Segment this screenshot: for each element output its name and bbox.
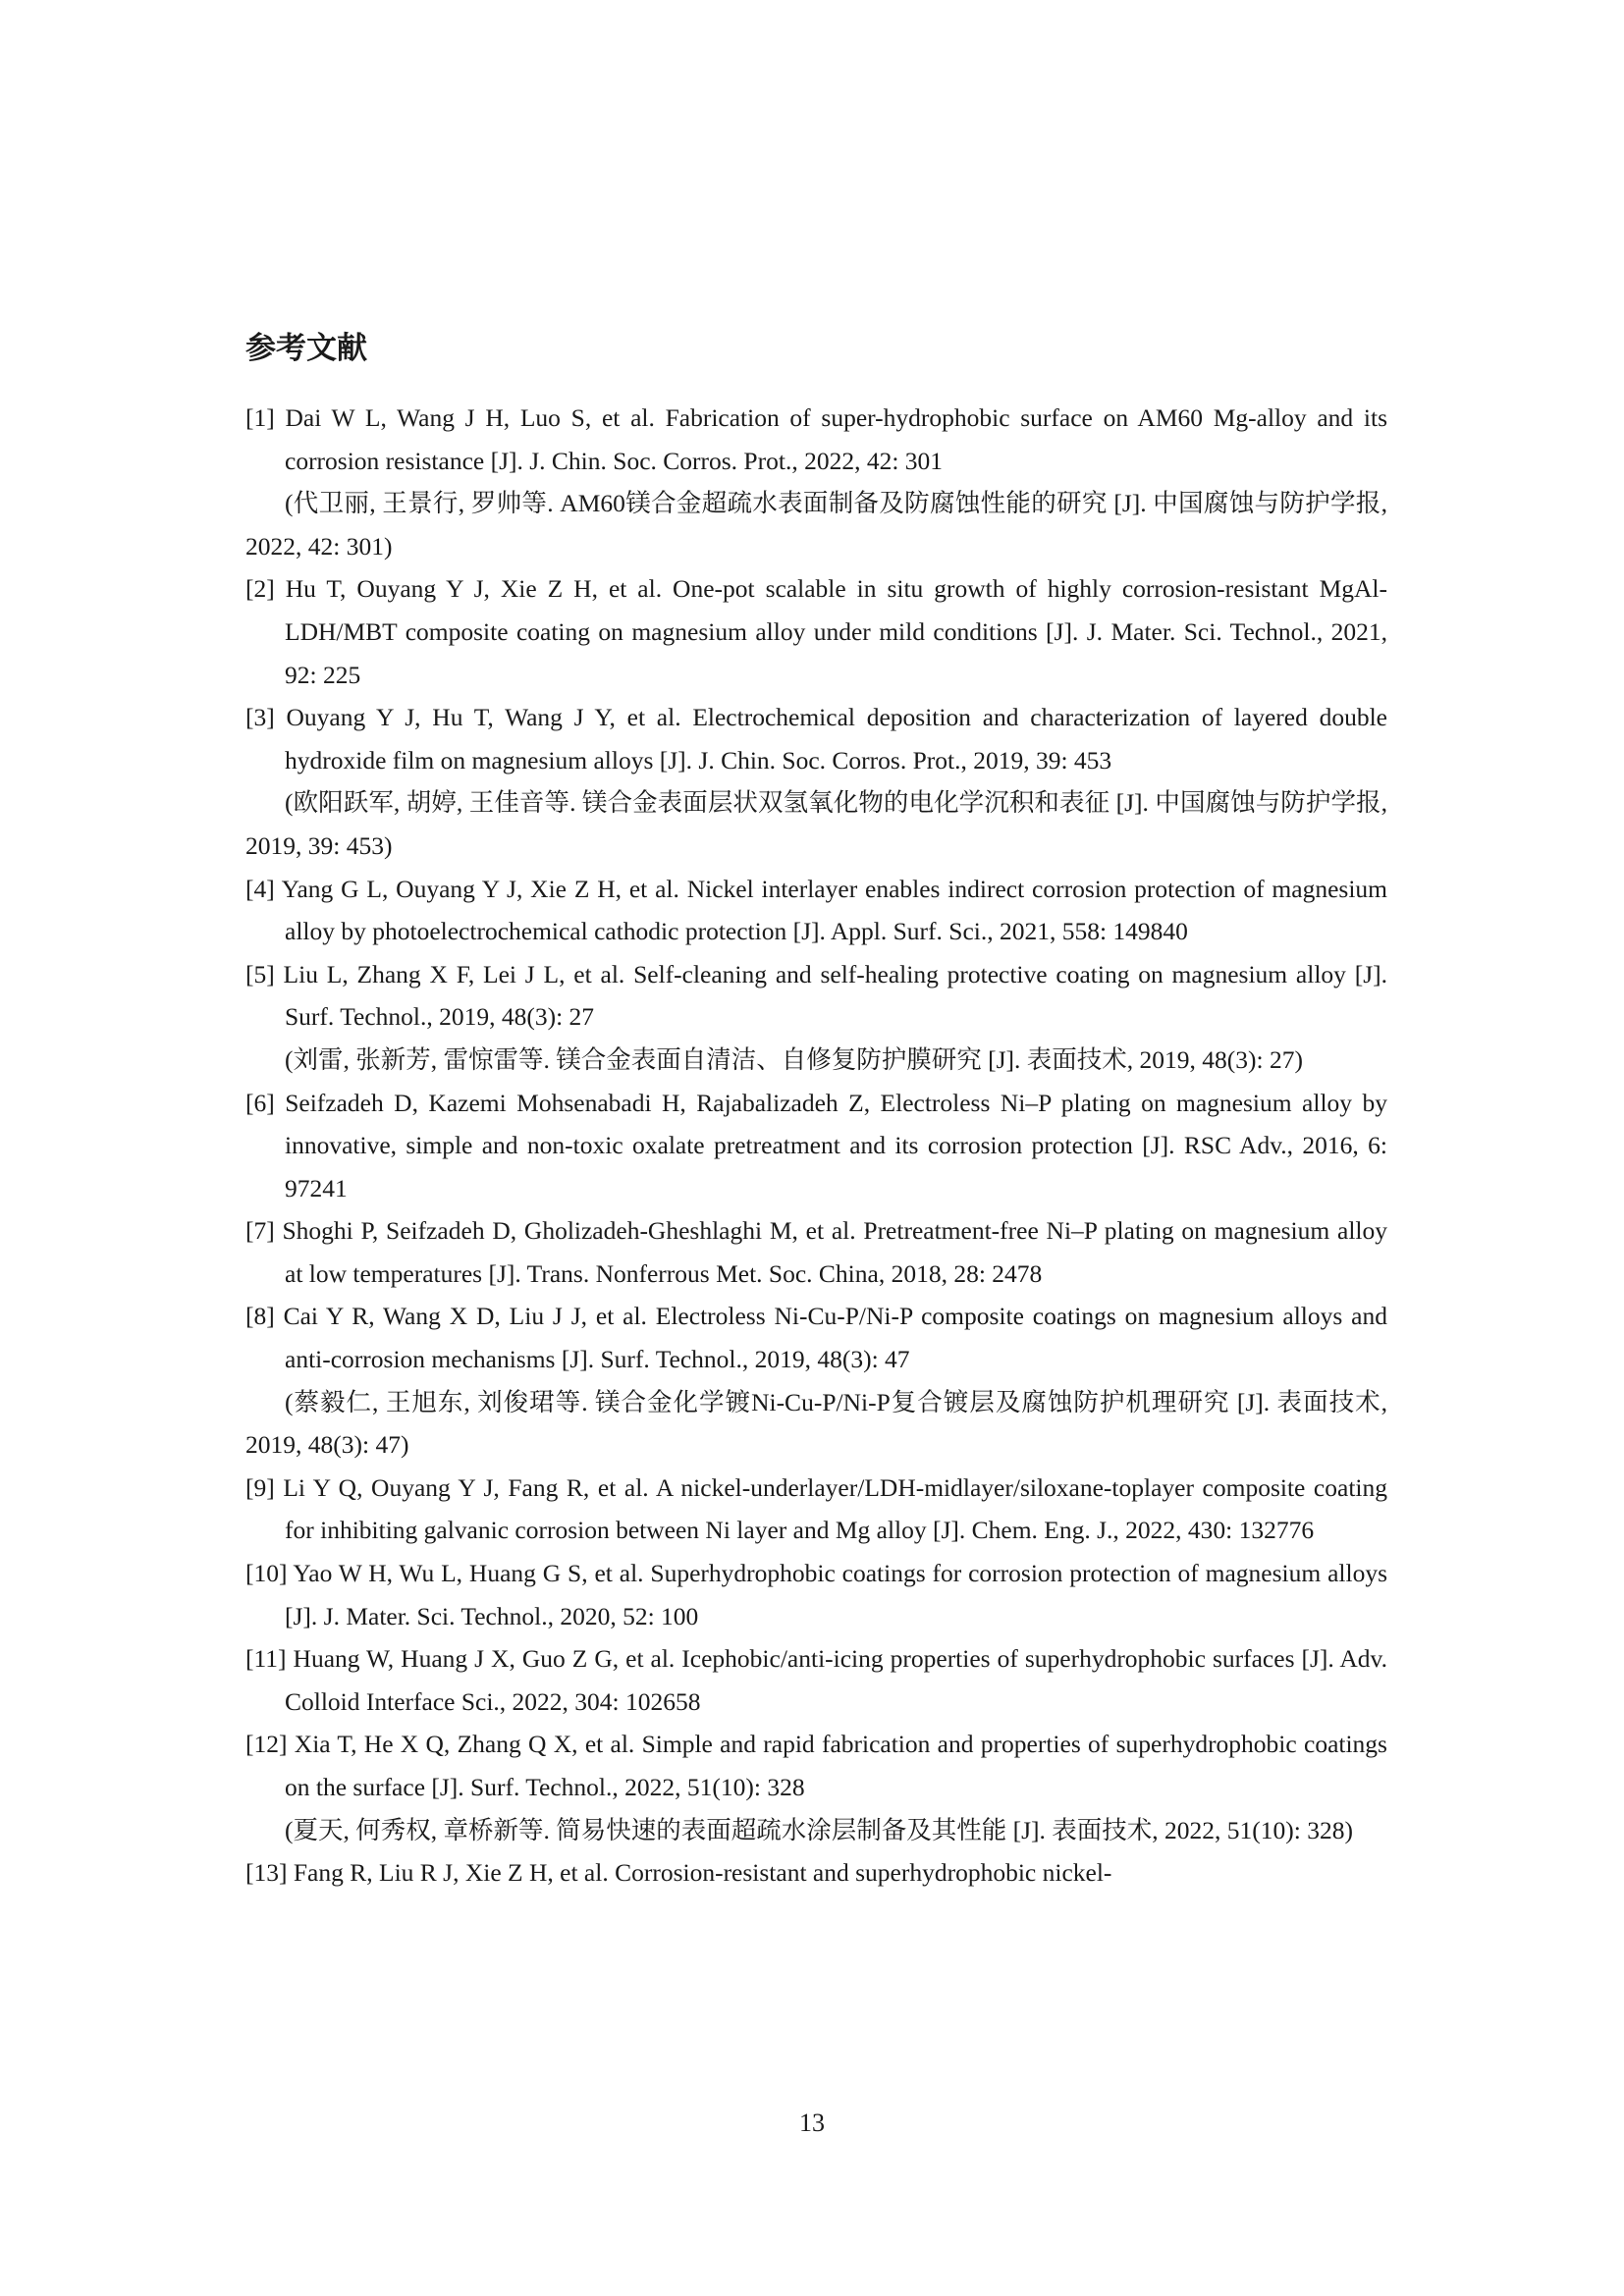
reference-entry: [6] Seifzadeh D, Kazemi Mohsenabadi H, Rajabalizadeh Z, Electroless Ni–P plating on magnesium alloy by innovative, simple and non-toxic oxalate pretreatment and its corrosion protection [J]. RSC Adv., 2016, 6: 97241 — [245, 1088, 1387, 1202]
reference-list — [245, 397, 1387, 1895]
reference-entry: [7] Shoghi P, Seifzadeh D, Gholizadeh-Gheshlaghi M, et al. Pretreatment-free Ni–P plating on magnesium alloy at low temperatures [J]. Trans. Nonferrous Met. Soc. China, 2018, 28: 2478 — [245, 1216, 1387, 1288]
reference-translation: (欧阳跃军, 胡婷, 王佳音等. 镁合金表面层状双氢氧化物的电化学沉积和表征 [J]. 中国腐蚀与防护学报, 2019, 39: 453) — [245, 788, 1387, 860]
reference-entry: [13] Fang R, Liu R J, Xie Z H, et al. Corrosion-resistant and superhydrophobic nickel- — [245, 1858, 1112, 1888]
reference-entry: [11] Huang W, Huang J X, Guo Z G, et al. Icephobic/anti-icing properties of superhydrophobic surfaces [J]. Adv. Colloid Interface Sci., 2022, 304: 102658 — [245, 1644, 1387, 1716]
reference-translation: (刘雷, 张新芳, 雷惊雷等. 镁合金表面自清洁、自修复防护膜研究 [J]. 表面技术, 2019, 48(3): 27) — [285, 1044, 1303, 1074]
reference-entry: [12] Xia T, He X Q, Zhang Q X, et al. Simple and rapid fabrication and properties of superhydrophobic coatings on the surface [J]. Surf. Technol., 2022, 51(10): 328 — [245, 1730, 1387, 1801]
page-number: 13 — [799, 2109, 825, 2137]
reference-entry: [9] Li Y Q, Ouyang Y J, Fang R, et al. A nickel-underlayer/LDH-midlayer/siloxane-toplayer composite coating for inhibiting galvanic corrosion between Ni layer and Mg alloy [J]. Chem. Eng. J., 2022, 430: 132776 — [245, 1472, 1387, 1545]
reference-translation: (代卫丽, 王景行, 罗帅等. AM60镁合金超疏水表面制备及防腐蚀性能的研究 [J]. 中国腐蚀与防护学报, 2022, 42: 301) — [245, 489, 1387, 561]
reference-entry: [1] Dai W L, Wang J H, Luo S, et al. Fabrication of super-hydrophobic surface on AM60 Mg-alloy and its corrosion resistance [J]. J. Chin. Soc. Corros. Prot., 2022, 42: 301 — [245, 403, 1387, 475]
reference-translation: (夏天, 何秀权, 章桥新等. 简易快速的表面超疏水涂层制备及其性能 [J]. 表面技术, 2022, 51(10): 328) — [285, 1815, 1353, 1844]
reference-entry: [3] Ouyang Y J, Hu T, Wang J Y, et al. Electrochemical deposition and characterization of layered double hydroxide film on magnesium alloys [J]. J. Chin. Soc. Corros. Prot., 2019, 39: 453 — [245, 703, 1387, 774]
reference-entry: [10] Yao W H, Wu L, Huang G S, et al. Superhydrophobic coatings for corrosion protection of magnesium alloys [J]. J. Mater. Sci. Technol., 2020, 52: 100 — [245, 1559, 1387, 1630]
section-heading: 参考文献 — [245, 331, 367, 366]
reference-translation: (蔡毅仁, 王旭东, 刘俊珺等. 镁合金化学镀Ni-Cu-P/Ni-P复合镀层及腐蚀防护机理研究 [J]. 表面技术, 2019, 48(3): 47) — [245, 1387, 1387, 1460]
reference-entry: [5] Liu L, Zhang X F, Lei J L, et al. Self-cleaning and self-healing protective coating on magnesium alloy [J]. Surf. Technol., 2019, 48(3): 27 — [245, 959, 1387, 1032]
reference-entry: [2] Hu T, Ouyang Y J, Xie Z H, et al. One-pot scalable in situ growth of highly corrosion-resistant MgAl-LDH/MBT composite coating on magnesium alloy under mild conditions [J]. J. Mater. Sci. Technol., 2021, 92: 225 — [245, 574, 1387, 689]
page-content — [245, 324, 1387, 1895]
reference-entry: [4] Yang G L, Ouyang Y J, Xie Z H, et al. Nickel interlayer enables indirect corrosion protection of magnesium alloy by photoelectrochemical cathodic protection [J]. Appl. Surf. Sci., 2021, 558: 149840 — [245, 874, 1387, 946]
reference-entry: [8] Cai Y R, Wang X D, Liu J J, et al. Electroless Ni-Cu-P/Ni-P composite coatings on magnesium alloys and anti-corrosion mechanisms [J]. Surf. Technol., 2019, 48(3): 47 — [245, 1302, 1387, 1374]
